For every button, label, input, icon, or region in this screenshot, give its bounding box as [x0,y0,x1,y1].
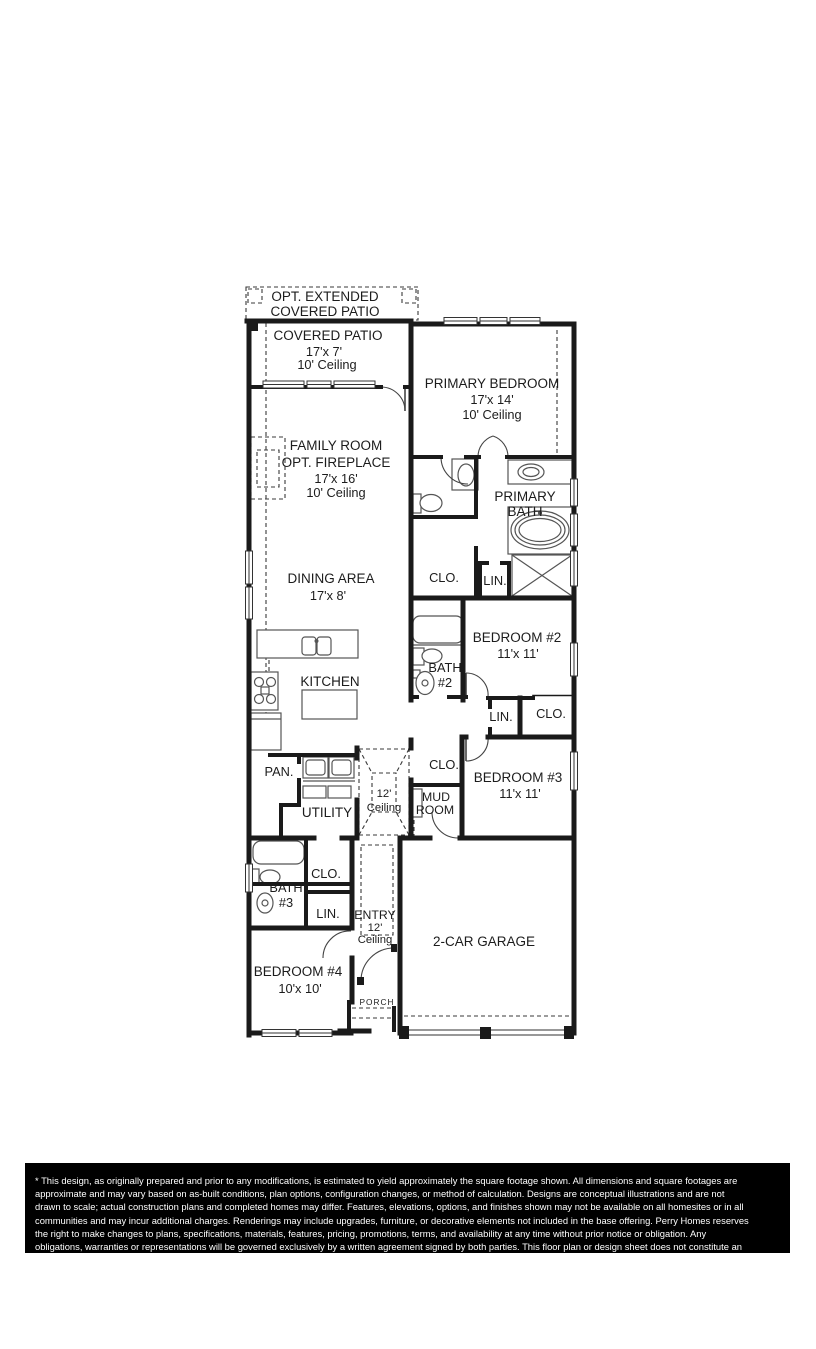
exterior-walls [247,321,574,1035]
label-hall-ceiling-1: 12' [376,788,392,800]
primary-bedroom-windows [444,318,540,325]
room-label-hall-linen: LIN. [489,709,513,724]
room-label-bath3-linen: LIN. [316,906,340,921]
bath3-tub-icon [253,841,304,864]
primary-double-door-arc [478,436,508,457]
room-label-bath2-2: #2 [437,675,453,690]
room-label-mud-room-2: ROOM [415,803,455,817]
primary-shower-icon [512,555,572,596]
room-label-utility: UTILITY [301,805,353,820]
family-room-windows [263,381,375,388]
room-label-dining-area: DINING AREA [287,571,375,586]
room-label-bedroom3: BEDROOM #3 [473,770,563,785]
room-label-garage: 2-CAR GARAGE [432,934,536,949]
bedroom3-door-arc [466,737,488,761]
room-label-opt-patio-2: COVERED PATIO [270,304,380,319]
disclaimer-line: obligations, warranties or representations will be governed exclusively by a written agreement signed by both parties. This floor plan or design sheet does not constitute an [35,1241,742,1253]
room-label-bath2-1: BATH [428,660,462,675]
washer-dryer-icon [303,757,355,798]
room-label-primary-bedroom: PRIMARY BEDROOM [424,376,560,391]
room-label-hall-closet: CLO. [536,706,566,721]
label-entry-ceiling-2: Ceiling [357,934,393,946]
room-label-primary-closet: CLO. [429,570,459,585]
disclaimer-line: approximate and may vary based on as-built conditions, plan options, configuration changes, or method of calculation. Designs are conceptual illustrations and are not [35,1188,725,1200]
disclaimer-line: offer to sell or a promise to construct a particular home in any community. Buyers should consult a Perry Homes sales representative to confirm current availability and [35,1254,725,1266]
bath3-toilet-icon [257,893,273,913]
disclaimer-line: * This design, as originally prepared and prior to any modifications, is estimated to yield approximately the square footage shown. All dimensions and square footages are [35,1175,738,1186]
range-icon [251,672,278,710]
room-label-pantry: PAN. [264,764,294,779]
room-label-bedroom3-closet: CLO. [429,757,459,772]
front-door-arc [361,948,394,981]
room-label-primary-bath-2: BATH [507,504,543,519]
refrigerator-icon [251,713,281,750]
room-label-primary-bath-1: PRIMARY [494,489,556,504]
room-dims-dining-area: 17'x 8' [309,588,347,603]
disclaimer-box [25,1163,790,1266]
room-label-family-room: FAMILY ROOM [289,438,383,453]
room-dims-covered-patio: 17'x 7' [305,344,343,359]
garage-center-post [480,1027,491,1039]
room-ceiling-primary-bedroom: 10' Ceiling [462,407,522,422]
disclaimer-line: the right to make changes to plans, specifications, materials, features, pricing, promotions, terms, and availability at any time without prior notice or obligation. Any [35,1227,707,1239]
kitchen-counter [257,630,358,658]
room-dims-family-room: 17'x 16' [314,471,358,486]
disclaimer-line: communities and may incur additional charges. Renderings may include upgrades, furniture, or decorative elements not included in the base offering. Perry Homes reserves [35,1214,749,1226]
room-ceiling-covered-patio: 10' Ceiling [297,357,357,372]
room-dims-bedroom2: 11'x 11' [497,646,539,661]
room-label-bath3-2: #3 [278,895,294,910]
room-label-covered-patio: COVERED PATIO [273,328,383,343]
kitchen-sink-icon [302,637,316,655]
primary-toilet-icon [413,494,442,513]
bedroom2-door-arc [466,673,488,697]
room-dims-bedroom4: 10'x 10' [278,981,322,996]
label-hall-ceiling-2: Ceiling [366,802,402,814]
garage-corner-post [399,1026,409,1039]
walls-layer [247,321,574,1035]
room-dims-primary-bedroom: 17'x 14' [470,392,514,407]
patio-post [249,322,258,331]
room-label-opt-patio-1: OPT. EXTENDED [271,289,379,304]
room-label-entry: ENTRY [354,908,396,922]
room-label-bedroom2: BEDROOM #2 [472,630,562,645]
patio-door-arc [381,387,405,411]
room-ceiling-family-room: 10' Ceiling [306,485,366,500]
disclaimer-line: drawn to scale; actual construction plans and completed homes may differ. Features, elevations, options, and finishes shown may not be available on all homesites or in all [35,1201,744,1213]
room-label-bath3-closet: CLO. [311,866,341,881]
room-label-primary-linen: LIN. [483,573,507,588]
label-entry-ceiling-1: 12' [367,922,383,934]
room-label-mud-room-1: MUD [421,790,451,804]
opt-patio-post-left [248,289,262,303]
room-label-bedroom4: BEDROOM #4 [253,964,343,979]
room-label-porch: PORCH [359,997,395,1007]
bedroom4-door-arc [323,931,351,958]
kitchen-island [302,690,357,719]
bath2-tub-icon [411,616,463,645]
room-dims-bedroom3: 11'x 11' [499,786,541,801]
garage-corner-post [564,1026,574,1039]
opt-patio-post-right [402,289,416,303]
room-label-kitchen: KITCHEN [300,674,360,689]
opt-fireplace-outline [251,437,285,499]
primary-vanity-sink-icon [508,460,572,484]
room-label-bath3-1: BATH [269,880,303,895]
room-label-opt-fireplace: OPT. FIREPLACE [281,455,391,470]
